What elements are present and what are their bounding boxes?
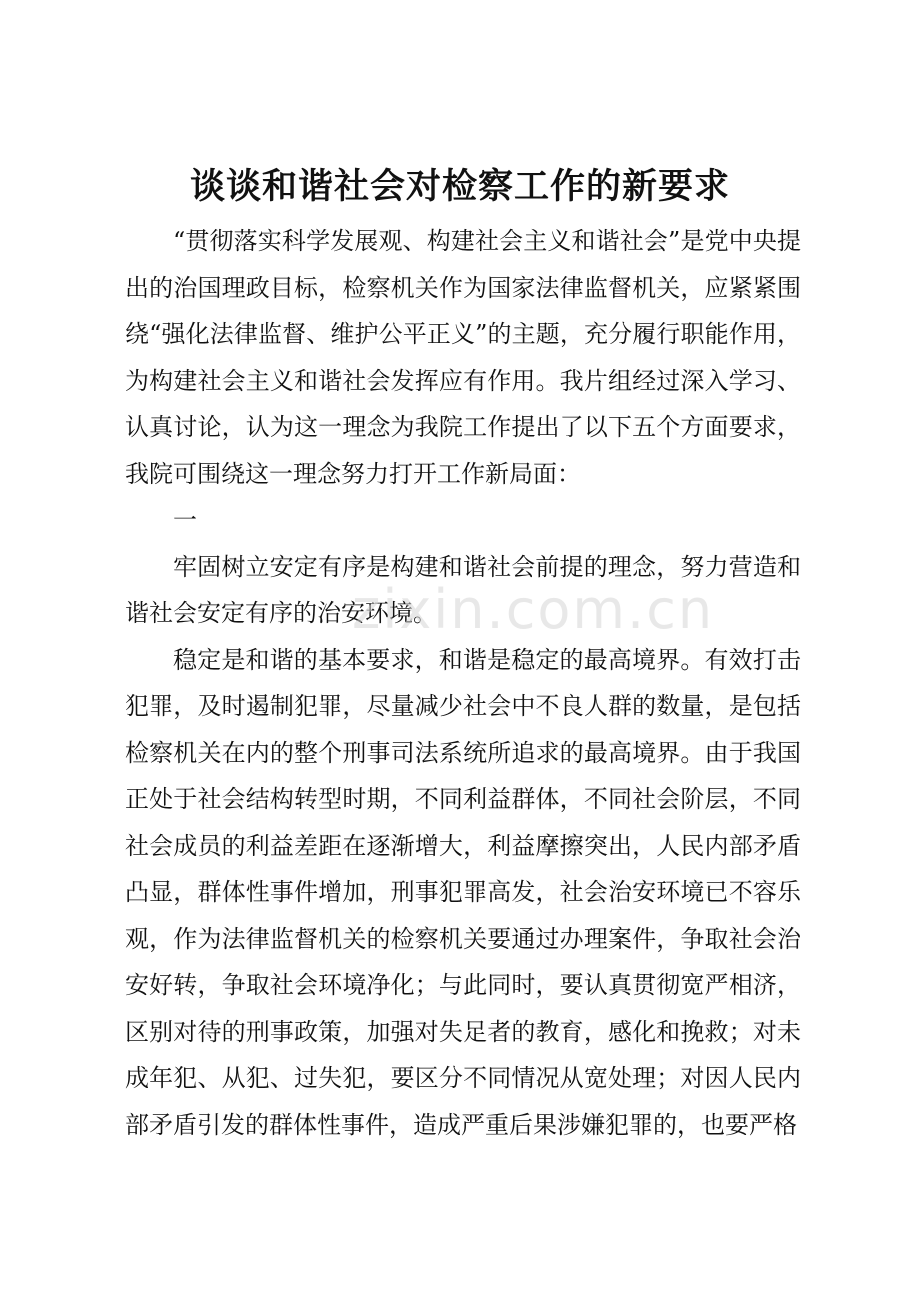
paragraph-stability: 稳定是和谐的基本要求，和谐是稳定的最高境界。有效打击犯罪，及时遏制犯罪，尽量减少社会中不良人群的数量，是包括检察机关在内的整个刑事司法系统所追求的最高境界。由于我国正处于社会结构转型时期，不同利益群体，不同社会阶层，不同社会成员的利益差距在逐渐增大，利益摩擦突出，人民内部矛盾凸显，群体性事件增加，刑事犯罪高发，社会治安环境已不容乐观，作为法律监督机关的检察机关要通过办理案件，争取社会治安好转，争取社会环境净化；与此同时，要认真贯彻宽严相济，区别对待的刑事政策，加强对失足者的教育，感化和挽救；对未成年犯、从犯、过失犯，要区分不同情况从宽处理；对因人民内部矛盾引发的群体性事件，造成严重后果涉嫌犯罪的，也要严格 <box>125 645 801 1139</box>
paragraph-intro: “贯彻落实科学发展观、构建社会主义和谐社会”是党中央提出的治国理政目标，检察机关作为国家法律监督机关，应紧紧围绕“强化法律监督、维护公平正义”的主题，充分履行职能作用，为构建社会主义和谐社会发挥应有作用。我片组经过深入学习、认真讨论，认为这一理念为我院工作提出了以下五个方面要求，我院可围绕这一理念努力打开工作新局面： <box>125 227 801 488</box>
watermark: zixin.com.cn <box>352 578 715 641</box>
section-number: 一 <box>173 506 197 534</box>
document-body <box>125 218 801 1148</box>
section-heading: 牢固树立安定有序是构建和谐社会前提的理念，努力营造和谐社会安定有序的治安环境。 <box>125 552 801 627</box>
document-title: 谈谈和谐社会对检察工作的新要求 <box>189 166 730 207</box>
